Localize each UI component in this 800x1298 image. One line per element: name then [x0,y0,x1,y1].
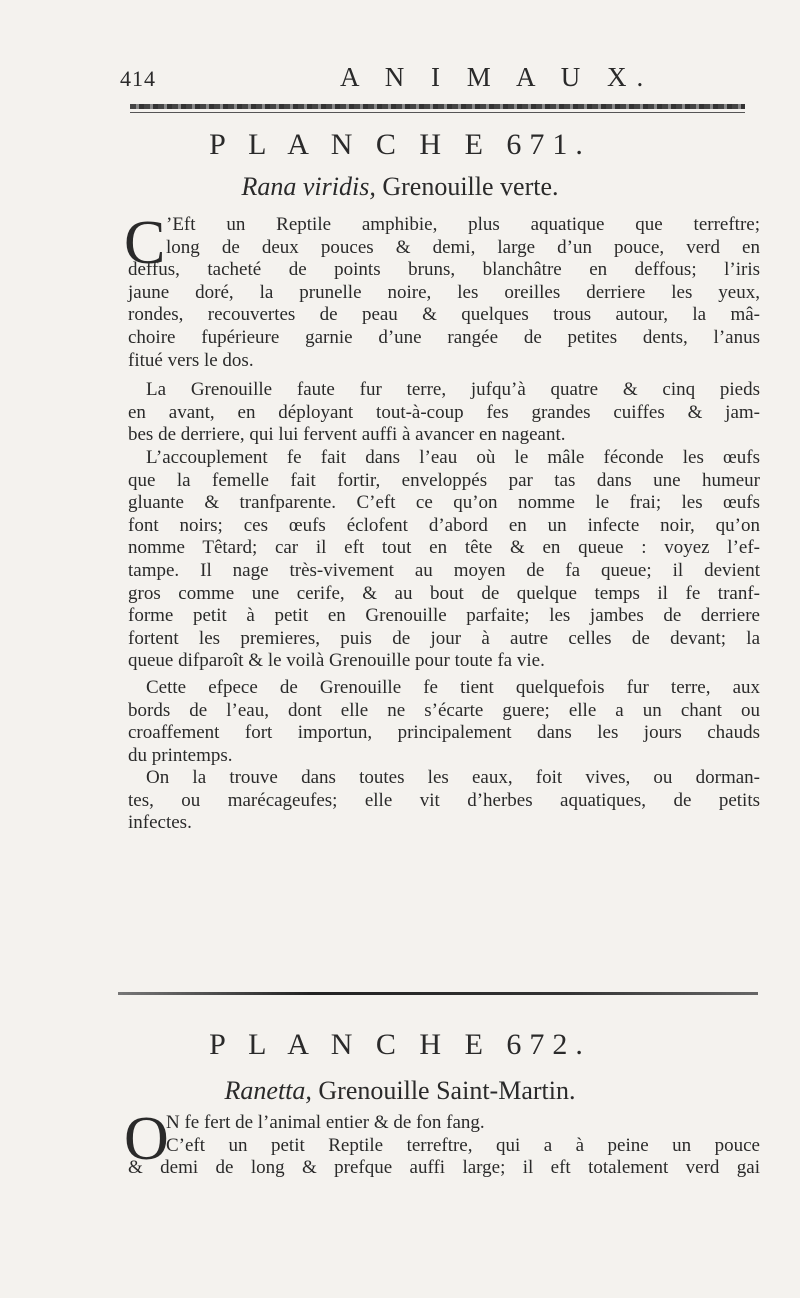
plate-672-subtitle [0,1076,800,1106]
page-number: 414 [120,66,156,91]
running-head [120,62,740,98]
section-title: A N I M A U X. [340,62,654,92]
drop-cap: O [124,1105,169,1173]
text-line: C’eft un petit Reptile terreftre, qui a à peine un pouce [166,1134,760,1156]
plate-671-subtitle [0,172,800,202]
text-line: fitué vers le dos. [128,349,254,371]
text-line: choire fupérieure garnie d’une rangée de petites dents, l’anus [128,326,760,348]
text-line: nomme Têtard; car il eft tout en tête & en queue : voyez l’ef- [128,537,760,559]
text-line: font noirs; ces œufs éclofent d’abord en un infecte noir, qu’on [128,514,760,536]
text-line: que la femelle fait fortir, enveloppés par tas dans une humeur [128,469,760,491]
text-line: infectes. [128,812,192,834]
text-line: & demi de long & prefque auffi large; il eft totalement verd gai [128,1157,760,1179]
latin-name: Rana viridis, [241,172,376,201]
text-line: long de deux pouces & demi, large d’un pouce, verd en [166,236,760,258]
text-line: jaune doré, la prunelle noire, les oreilles derriere les yeux, [128,281,760,303]
text-line: du printemps. [128,744,233,766]
text-line: N fe fert de l’animal entier & de fon fang. [166,1112,485,1133]
text-line: rondes, recouvertes de peau & quelques trous autour, la mâ- [128,304,760,326]
paragraph-6 [128,1112,760,1180]
section-divider [118,992,758,995]
text-line: queue difparoît & le voilà Grenouille pour toute fa vie. [128,650,545,672]
text-line: L’accouplement fe fait dans l’eau où le mâle féconde les œufs [146,447,760,468]
text-line: en avant, en déployant tout-à-coup fes grandes cuiffes & jam- [128,401,760,423]
french-name: Grenouille verte. [382,172,559,201]
ornamental-rule [130,104,745,109]
latin-name: Ranetta, [224,1076,312,1105]
plate-672-title: P L A N C H E 672. [209,1028,591,1061]
text-line: forme petit à petit en Grenouille parfaite; les jambes de derriere [128,605,760,627]
text-line: deffus, tacheté de points bruns, blanchâtre en deffous; l’iris [128,259,760,281]
paragraph-2 [128,379,760,447]
paragraph-4 [128,677,760,767]
text-line: ’Eft un Reptile amphibie, plus aquatique que terreftre; [166,214,760,235]
text-line: gluante & tranfparente. C’eft ce qu’on nomme le frai; les œufs [128,492,760,514]
plate-671-title: P L A N C H E 671. [209,128,591,161]
text-line: bords de l’eau, dont elle ne s’écarte guere; elle a un chant ou [128,699,760,721]
text-line: bes de derriere, qui lui fervent auffi à avancer en nageant. [128,424,566,446]
text-line: On la trouve dans toutes les eaux, foit vives, ou dorman- [146,767,760,788]
text-line: Cette efpece de Grenouille fe tient quelquefois fur terre, aux [146,677,760,698]
paragraph-1 [128,214,760,372]
text-line: fortent les premieres, puis de jour à autre celles de devant; la [128,627,760,649]
divider [130,112,745,113]
text-line: croaffement fort importun, principalement dans les jours chauds [128,722,760,744]
text-line: tes, ou marécageufes; elle vit d’herbes aquatiques, de petits [128,789,760,811]
paragraph-5 [128,767,760,835]
paragraph-3 [128,447,760,673]
text-line: gros comme une cerife, & au bout de quelque temps il fe tranf- [128,582,760,604]
text-line: tampe. Il nage très-vivement au moyen de fa queue; il devient [128,559,760,581]
drop-cap: C [124,209,166,277]
french-name: Grenouille Saint-Martin. [318,1076,576,1105]
text-line: La Grenouille faute fur terre, jufqu’à quatre & cinq pieds [146,379,760,400]
